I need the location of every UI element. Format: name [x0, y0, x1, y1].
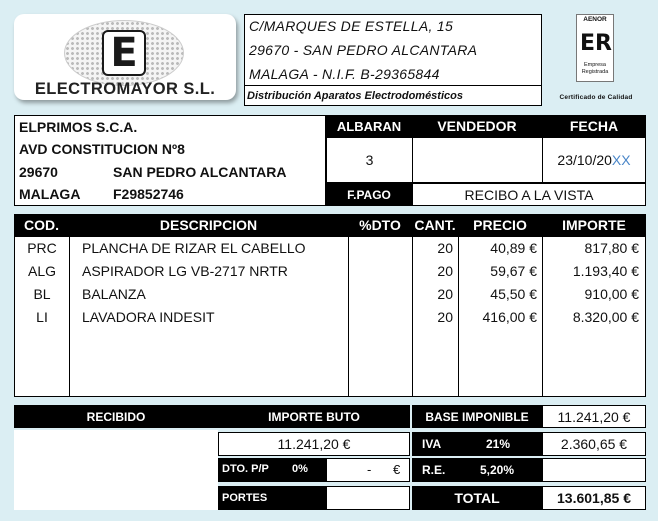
row-cod: LI: [36, 309, 48, 325]
col-cod-header: COD.: [14, 214, 69, 236]
company-logo: [14, 14, 236, 100]
col-dto-header: %DTO: [348, 214, 412, 236]
total-label: TOTAL: [412, 486, 542, 510]
portes-value: [326, 486, 410, 510]
row-cant: 20: [437, 263, 453, 279]
re-value: [542, 458, 646, 482]
row-descripcion: ASPIRADOR LG VB-2717 NRTR: [82, 263, 288, 279]
row-cant: 20: [437, 286, 453, 302]
company-province-nif: MALAGA - N.I.F. B-29365844: [249, 66, 440, 82]
fecha-label: FECHA: [542, 115, 646, 137]
row-cant: 20: [437, 240, 453, 256]
re-label: R.E.: [422, 463, 446, 477]
table-row: [15, 260, 647, 282]
cert-sub2: Registrada: [581, 69, 609, 75]
client-postal-code: 29670: [19, 164, 58, 180]
row-cod: PRC: [27, 240, 57, 256]
client-nif: F29852746: [113, 186, 184, 202]
iva-cell: [412, 432, 542, 456]
iva-label: IVA: [422, 437, 442, 451]
cert-caption: Certificado de Calidad: [559, 94, 633, 101]
row-cod: ALG: [27, 263, 56, 279]
company-city: 29670 - SAN PEDRO ALCANTARA: [249, 42, 478, 58]
base-imponible-label: BASE IMPONIBLE: [412, 405, 542, 428]
row-descripcion: BALANZA: [82, 286, 146, 302]
cert-subtitle: [577, 62, 613, 76]
row-precio: 59,67 €: [490, 263, 537, 279]
recibido-label: RECIBIDO: [86, 409, 146, 424]
vendedor-value: [412, 137, 543, 183]
importe-bruto-label: IMPORTE BUTO: [268, 409, 360, 424]
row-importe: 8.320,00 €: [572, 309, 639, 325]
fpago-value: RECIBO A LA VISTA: [412, 183, 646, 206]
col-importe-header: IMPORTE: [542, 214, 646, 236]
items-header: [14, 214, 646, 236]
vendedor-label: VENDEDOR: [412, 115, 542, 137]
base-imponible-value: 11.241,20 €: [542, 405, 646, 428]
re-percent: 5,20%: [480, 463, 515, 477]
cert-sub1: Empresa: [583, 62, 606, 68]
iva-value: 2.360,65 €: [542, 432, 646, 456]
col-descripcion-header: DESCRIPCION: [69, 214, 348, 236]
re-cell: [412, 458, 542, 482]
items-table-body: [14, 236, 646, 397]
client-name: ELPRIMOS S.C.A.: [19, 119, 138, 135]
dto-pp-percent: 0%: [292, 463, 308, 475]
row-precio: 40,89 €: [490, 240, 537, 256]
row-importe: 817,80 €: [584, 240, 639, 256]
client-box: [14, 115, 326, 206]
total-value: 13.601,85 €: [542, 486, 646, 510]
table-row: [15, 237, 647, 259]
dto-pp-value-cell: [326, 458, 410, 482]
dto-pp-cell: [218, 458, 326, 482]
dto-pp-currency: €: [393, 462, 401, 477]
address-divider: [245, 85, 541, 86]
fecha-value-cell: [542, 137, 646, 183]
row-precio: 416,00 €: [482, 309, 537, 325]
row-cod: BL: [33, 286, 51, 302]
col-precio-header: PRECIO: [458, 214, 542, 236]
company-tagline: Distribución Aparatos Electrodomésticos: [247, 90, 463, 102]
logo-letter: E: [102, 30, 146, 76]
importe-bruto-value: 11.241,20 €: [218, 432, 410, 456]
col-cant-header: CANT.: [412, 214, 458, 236]
client-city: SAN PEDRO ALCANTARA: [113, 164, 287, 180]
dto-pp-value: -: [367, 462, 372, 477]
portes-label: PORTES: [218, 486, 326, 510]
table-row: [15, 283, 647, 305]
company-street: C/MARQUES DE ESTELLA, 15: [249, 18, 454, 34]
client-province: MALAGA: [19, 186, 81, 202]
fecha-suffix: XX: [611, 152, 631, 168]
cert-mark-icon: ER: [580, 31, 612, 56]
row-precio: 45,50 €: [490, 286, 537, 302]
logo-company-name: ELECTROMAYOR S.L.: [34, 80, 216, 98]
totals-header-bar: [14, 405, 410, 428]
row-cant: 20: [437, 309, 453, 325]
fecha-value: 23/10/20: [557, 152, 612, 168]
fpago-label: F.PAGO: [326, 183, 412, 206]
albaran-value: 3: [326, 137, 413, 183]
row-importe: 910,00 €: [584, 286, 639, 302]
dto-pp-label: DTO. P/P: [222, 463, 269, 475]
row-descripcion: LAVADORA INDESIT: [82, 309, 215, 325]
row-importe: 1.193,40 €: [572, 263, 639, 279]
company-address-box: [244, 14, 542, 106]
iva-percent: 21%: [486, 437, 511, 451]
cert-brand: AENOR: [583, 16, 607, 23]
recibido-signature-area: [14, 430, 218, 510]
albaran-label: ALBARAN: [326, 115, 412, 137]
aenor-certificate-badge: [576, 14, 614, 82]
table-row: [15, 306, 647, 328]
client-address: AVD CONSTITUCION Nº8: [19, 141, 185, 157]
row-descripcion: PLANCHA DE RIZAR EL CABELLO: [82, 240, 306, 256]
